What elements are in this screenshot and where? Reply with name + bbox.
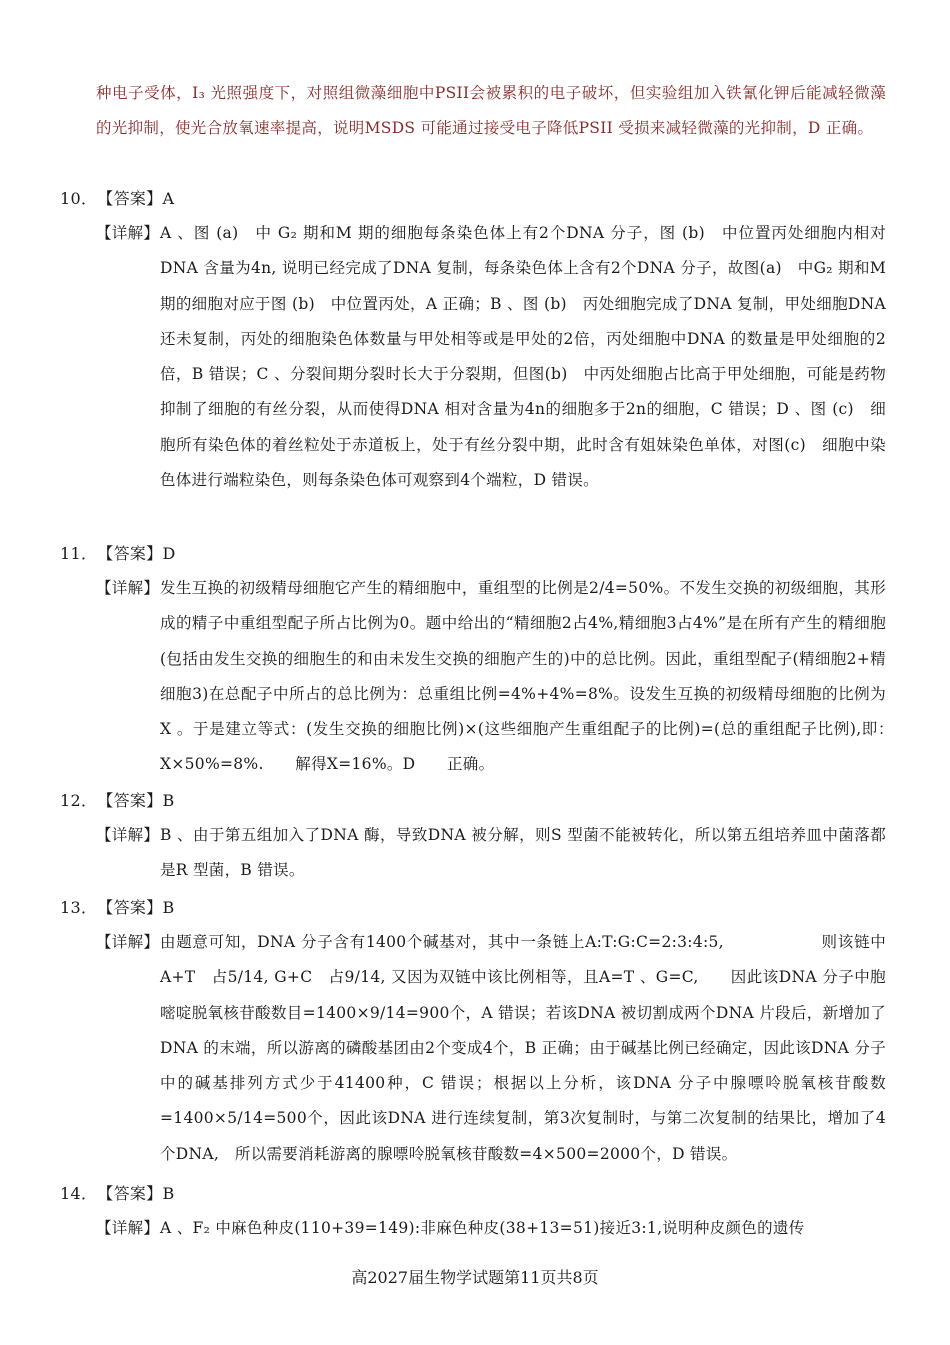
detail-label: 【详解】: [96, 1219, 160, 1237]
question-11-detail: [96, 571, 902, 783]
previous-answer-continuation: 种电子受体，I₃ 光照强度下，对照组微藻细胞中PSII会被累积的电子破坏，但实验组加入铁氰化钾后能减轻微藻的光抑制，使光合放氧速率提高，说明MSDS 可能通过接受电子降低PSII 受损来减轻微藻的光抑制，D 正确。: [96, 84, 886, 137]
question-number: 11．: [60, 544, 98, 563]
question-number: 13．: [60, 898, 98, 917]
answer-label: 【答案】: [97, 898, 163, 917]
question-number: 14．: [60, 1184, 98, 1203]
answer-value: D: [162, 544, 176, 563]
answer-value: B: [162, 1184, 175, 1203]
answer-value: A: [162, 189, 175, 208]
question-number: 12．: [60, 791, 98, 810]
answer-label: 【答案】: [97, 544, 163, 563]
question-12-answer: [60, 783, 175, 818]
question-number: 10．: [60, 189, 98, 208]
question-11-answer: [60, 536, 176, 571]
question-12-detail: [96, 818, 886, 889]
answer-label: 【答案】: [97, 1184, 163, 1203]
question-10-detail: [96, 216, 886, 498]
detail-text: 由题意可知，DNA 分子含有1400个碱基对，其中一条链上A:T:G:C=2:3:4:5, 则该链中A+T 占5/14, G+C 占9/14, 又因为双链中该比例相等，且A=T 、G=C, 因此该DNA 分子中胞嘧啶脱氧核苷酸数目=1400×9/14=900个，A 错误；若该DNA 被切割成两个DNA 片段后，新增加了DNA 的末端，所以游离的磷酸基团由2个变成4个，B 正确；由于碱基比例已经确定，因此该DNA 分子中的碱基排列方式少于41400种，C 错误；根据以上分析，该DNA 分子中腺嘌呤脱氧核苷酸数=1400×5/14=500个，因此该DNA 进行连续复制，第3次复制时，与第二次复制的结果比，增加了4个DNA, 所以需要消耗游离的腺嘌呤脱氧核苷酸数=4×500=2000个，D 错误。: [160, 933, 886, 1163]
page-footer: 高2027届生物学试题第11页共8页: [351, 1268, 599, 1287]
detail-label: 【详解】: [96, 826, 160, 844]
answer-value: B: [162, 791, 175, 810]
detail-text: A 、F₂ 中麻色种皮(110+39=149):非麻色种皮(38+13=51)接近3:1,说明种皮颜色的遗传: [160, 1219, 805, 1237]
question-14-detail: [96, 1211, 886, 1246]
question-13-answer: [60, 890, 175, 925]
question-10-answer: [60, 181, 174, 216]
detail-label: 【详解】: [96, 579, 160, 597]
detail-label: 【详解】: [96, 933, 160, 951]
detail-text: B 、由于第五组加入了DNA 酶，导致DNA 被分解，则S 型菌不能被转化，所以第五组培养皿中菌落都是R 型菌，B 错误。: [160, 826, 886, 880]
question-13-detail: [96, 925, 886, 1172]
question-14-answer: [60, 1176, 175, 1211]
answer-label: 【答案】: [97, 791, 163, 810]
detail-text: A 、图 (a) 中 G₂ 期和M 期的细胞每条染色体上有2个DNA 分子，图 (b) 中位置丙处细胞内相对 DNA 含量为4n, 说明已经完成了DNA 复制，每条染色体上含有2个DNA 分子，故图(a) 中G₂ 期和M 期的细胞对应于图 (b) 中位置丙处，A 正确；B 、图 (b) 丙处细胞完成了DNA 复制，甲处细胞DNA 还未复制，丙处的细胞染色体数量与甲处相等或是甲处的2倍，丙处细胞中DNA 的数量是甲处细胞的2倍，B 错误；C 、分裂间期分裂时长大于分裂期，但图(b) 中丙处细胞占比高于甲处细胞，可能是药物抑制了细胞的有丝分裂，从而使得DNA 相对含量为4n的细胞多于2n的细胞，C 错误；D 、图 (c) 细胞所有染色体的着丝粒处于赤道板上，处于有丝分裂中期，此时含有姐妹染色单体，对图(c) 细胞中染色体进行端粒染色，则每条染色体可观察到4个端粒，D 错误。: [160, 224, 886, 490]
detail-text: 发生互换的初级精母细胞它产生的精细胞中，重组型的比例是2/4=50%。不发生交换的初级细胞，其形成的精子中重组型配子所占比例为0。题中给出的“精细胞2占4%,精细胞3占4%”是在所有产生的精细胞(包括由发生交换的细胞生的和由未发生交换的细胞产生的)中的总比例。因此，重组型配子(精细胞2+精细胞3)在总配子中所占的总比例为：总重组比例=4%+4%=8%。设发生互换的初级精母细胞的比例为X 。于是建立等式：(发生交换的细胞比例)×(这些细胞产生重组配子的比例)=(总的重组配子比例),即： X×50%=8%. 解得X=16%。D 正确。: [160, 579, 902, 774]
answer-value: B: [162, 898, 175, 917]
answer-label: 【答案】: [97, 189, 163, 208]
detail-label: 【详解】: [96, 224, 160, 242]
